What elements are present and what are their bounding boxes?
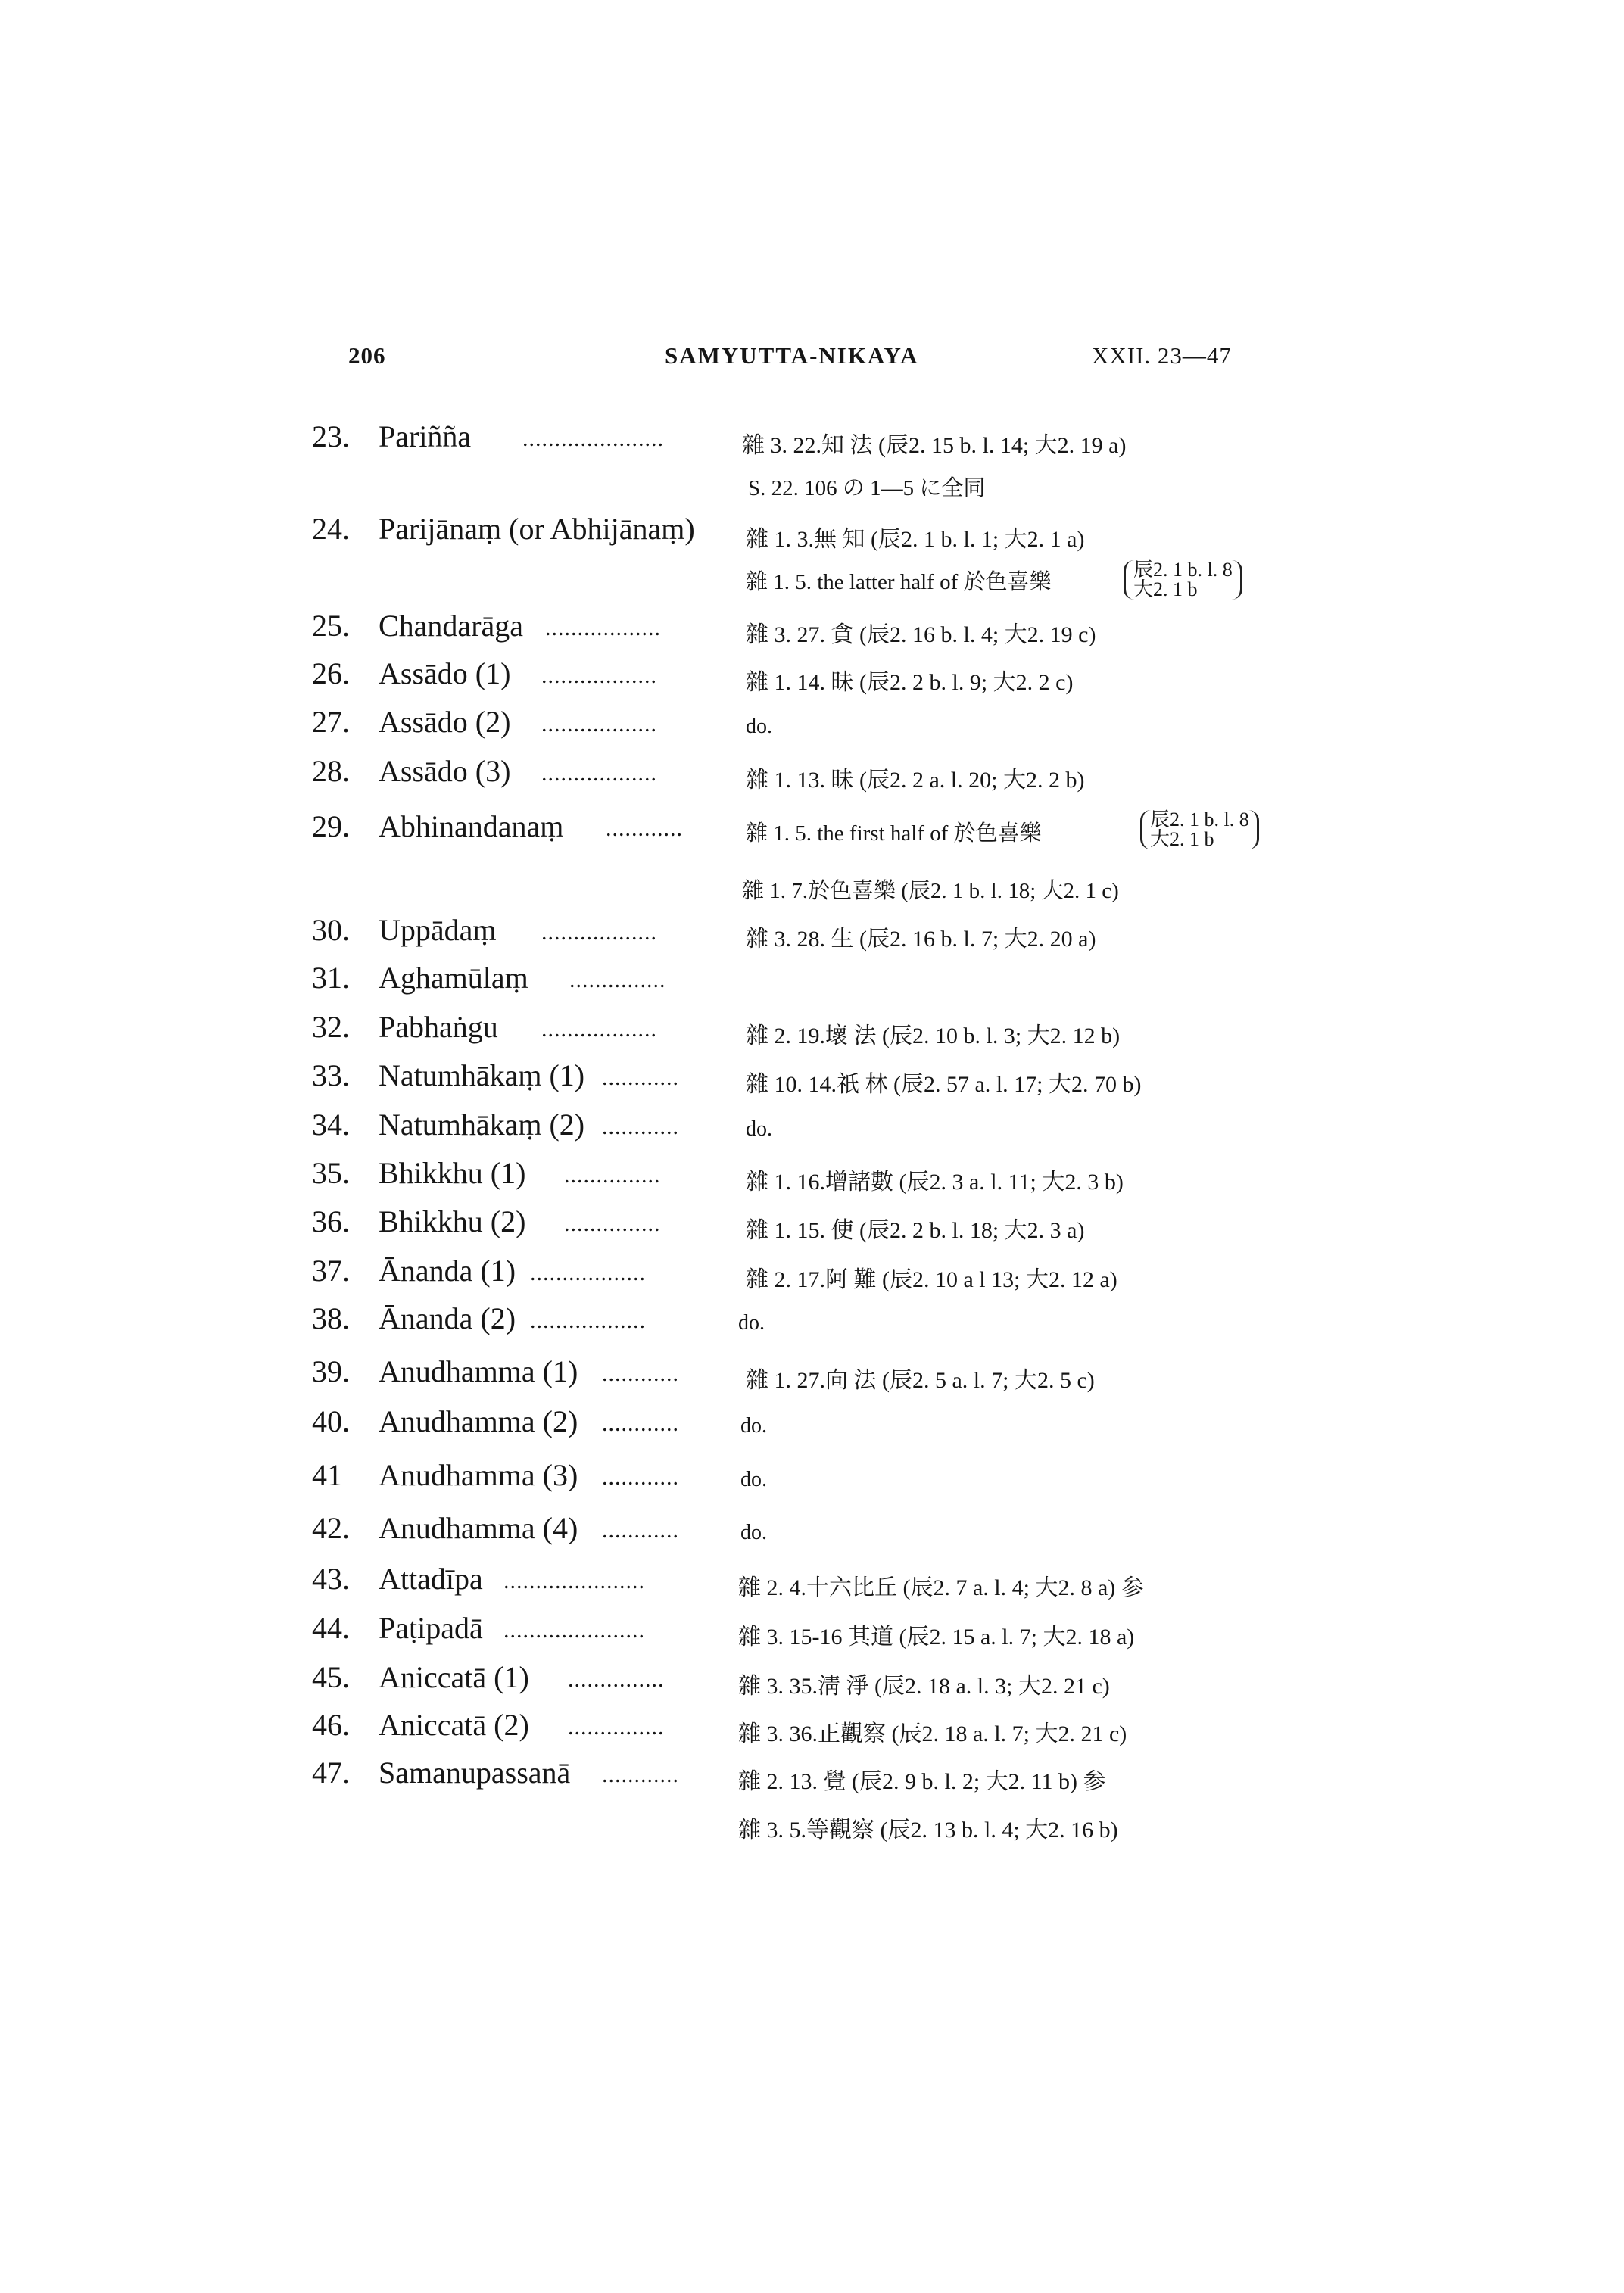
entry-36: [0, 1204, 1624, 1252]
ditto-mark: do.: [740, 1468, 767, 1491]
entry-number: 23.: [312, 419, 350, 453]
leader-dots: ..................: [541, 663, 657, 688]
entry-45: [0, 1659, 1624, 1708]
entry-title: Anudhamma (1): [379, 1354, 578, 1388]
entry-reference: 雜 3. 15-16 其道 (辰2. 15 a. l. 7; 大2. 18 a): [738, 1625, 1135, 1650]
entry-title: Bhikkhu (1): [379, 1156, 526, 1190]
entry-reference: 雜 2. 19.壞 法 (辰2. 10 b. l. 3; 大2. 12 b): [746, 1023, 1121, 1048]
entry-reference: 雜 1. 14. 昧 (辰2. 2 b. l. 9; 大2. 2 c): [746, 670, 1074, 695]
entry-number: 43.: [312, 1562, 350, 1596]
entry-title: Parijānaṃ (or Abhijānaṃ): [379, 512, 695, 546]
entry-title: Natumhākaṃ (2): [379, 1108, 585, 1142]
entry-title: Uppādaṃ: [379, 913, 497, 947]
entry-title: Anudhamma (3): [379, 1458, 578, 1492]
page-number: 206: [348, 342, 386, 369]
leader-dots: ......................: [503, 1569, 645, 1594]
entry-title: Aghamūlaṃ: [379, 961, 528, 995]
leader-dots: ............: [602, 1762, 679, 1787]
entry-reference: 雜 10. 14.祇 林 (辰2. 57 a. l. 17; 大2. 70 b): [746, 1072, 1142, 1097]
entry-title: Aniccatā (1): [379, 1660, 529, 1694]
entry-reference: 雜 3. 22.知 法 (辰2. 15 b. l. 14; 大2. 19 a): [742, 433, 1127, 458]
entry-number: 47.: [312, 1756, 350, 1790]
entry-title: Chandarāga: [379, 609, 524, 643]
leader-dots: ............: [602, 1114, 679, 1139]
entry-title: Pariñña: [379, 419, 472, 453]
entry-number: 33.: [312, 1058, 350, 1092]
entry-reference: 雜 1. 13. 昧 (辰2. 2 a. l. 20; 大2. 2 b): [746, 768, 1085, 793]
entry-title: Assādo (2): [379, 705, 511, 739]
entry-reference: 雜 1. 15. 使 (辰2. 2 b. l. 18; 大2. 3 a): [746, 1218, 1085, 1243]
entry-number: 44.: [312, 1611, 350, 1645]
entry-number: 30.: [312, 913, 350, 947]
entry-31: [0, 960, 1624, 1008]
entry-42: [0, 1510, 1624, 1559]
entry-23: [0, 419, 1624, 467]
entry-number: 45.: [312, 1660, 350, 1694]
ditto-mark: do.: [738, 1311, 765, 1335]
leader-dots: ............: [602, 1465, 679, 1490]
entry-number: 32.: [312, 1010, 350, 1044]
entry-number: 34.: [312, 1108, 350, 1142]
leader-dots: ...............: [569, 967, 666, 992]
entry-reference: 雜 2. 17.阿 難 (辰2. 10 a l 13; 大2. 12 a): [746, 1267, 1117, 1292]
entry-reference: 雜 3. 27. 貪 (辰2. 16 b. l. 4; 大2. 19 c): [746, 622, 1096, 647]
entry-43: [0, 1561, 1624, 1609]
leader-dots: ..................: [541, 761, 657, 786]
leader-dots: ..................: [541, 712, 657, 737]
entry-title: Anudhamma (2): [379, 1404, 578, 1438]
leader-dots: ...............: [564, 1211, 661, 1236]
entry-47: [0, 1755, 1624, 1803]
leader-dots: ..................: [530, 1308, 646, 1333]
entry-title: Anudhamma (4): [379, 1511, 578, 1545]
entry-number: 42.: [312, 1511, 350, 1545]
entry-reference: 雜 3. 35.淸 淨 (辰2. 18 a. l. 3; 大2. 21 c): [738, 1674, 1110, 1699]
entry-continuation: [0, 1809, 1624, 1858]
entry-number: 37.: [312, 1254, 350, 1288]
entry-reference: 雜 3. 36.正觀察 (辰2. 18 a. l. 7; 大2. 21 c): [738, 1721, 1127, 1746]
entry-number: 46.: [312, 1708, 350, 1742]
leader-dots: ......................: [503, 1618, 645, 1643]
entry-41: [0, 1457, 1624, 1506]
entry-title: Abhinandanaṃ: [379, 809, 564, 843]
entry-33: [0, 1058, 1624, 1106]
entry-number: 26.: [312, 656, 350, 690]
entry-title: Natumhākaṃ (1): [379, 1058, 585, 1092]
leader-dots: ...............: [568, 1715, 665, 1740]
entry-reference: 雜 2. 13. 覺 (辰2. 9 b. l. 2; 大2. 11 b) 参: [738, 1769, 1106, 1794]
entry-number: 24.: [312, 512, 350, 546]
entry-32: [0, 1009, 1624, 1058]
leader-dots: ...............: [564, 1163, 661, 1188]
entry-continuation: [0, 560, 1624, 609]
entry-title: Paṭipadā: [379, 1611, 483, 1645]
entry-title: Pabhaṅgu: [379, 1010, 498, 1044]
entry-reference: 雜 3. 5.等觀察 (辰2. 13 b. l. 4; 大2. 16 b): [738, 1818, 1118, 1843]
entry-number: 39.: [312, 1354, 350, 1388]
volume-brace: 辰2. 1 b. l. 8 大2. 1 b: [1140, 810, 1259, 849]
ditto-mark: do.: [740, 1521, 767, 1544]
entry-37: [0, 1253, 1624, 1301]
leader-dots: ............: [606, 816, 683, 841]
entry-29: [0, 808, 1624, 857]
entry-39: [0, 1354, 1624, 1402]
entry-40: [0, 1404, 1624, 1452]
entry-25: [0, 608, 1624, 656]
section-range: XXII. 23—47: [1092, 342, 1232, 369]
entry-reference: S. 22. 106 の 1—5 に全同: [748, 476, 986, 500]
entry-reference: 雜 1. 5. the first half of 於色喜樂: [746, 821, 1042, 846]
entry-38: [0, 1301, 1624, 1349]
entry-title: Bhikkhu (2): [379, 1204, 526, 1238]
entry-number: 25.: [312, 609, 350, 643]
entry-27: [0, 704, 1624, 752]
entry-title: Aniccatā (2): [379, 1708, 529, 1742]
ditto-mark: do.: [740, 1414, 767, 1438]
leader-dots: ............: [602, 1518, 679, 1543]
entry-26: [0, 656, 1624, 704]
entry-28: [0, 753, 1624, 802]
leader-dots: ...............: [568, 1667, 665, 1692]
leader-dots: ............: [602, 1361, 679, 1386]
leader-dots: ......................: [522, 426, 664, 451]
entry-35: [0, 1155, 1624, 1204]
entry-number: 40.: [312, 1404, 350, 1438]
entry-reference: 雜 3. 28. 生 (辰2. 16 b. l. 7; 大2. 20 a): [746, 927, 1096, 952]
entry-number: 36.: [312, 1204, 350, 1238]
leader-dots: ............: [602, 1065, 679, 1090]
entry-44: [0, 1610, 1624, 1659]
entry-title: Ānanda (1): [379, 1254, 516, 1288]
entry-title: Assādo (3): [379, 754, 511, 788]
entry-number: 35.: [312, 1156, 350, 1190]
entry-number: 38.: [312, 1301, 350, 1335]
leader-dots: ............: [602, 1411, 679, 1436]
entry-title: Attadīpa: [379, 1562, 483, 1596]
entry-title: Assādo (1): [379, 656, 511, 690]
entry-number: 29.: [312, 809, 350, 843]
entry-reference: 雜 1. 16.增諸數 (辰2. 3 a. l. 11; 大2. 3 b): [746, 1170, 1124, 1195]
entry-number: 41: [312, 1458, 342, 1492]
entry-title: Samanupassanā: [379, 1756, 571, 1790]
entry-title: Ānanda (2): [379, 1301, 516, 1335]
entry-46: [0, 1707, 1624, 1756]
entry-reference: 雜 1. 7.於色喜樂 (辰2. 1 b. l. 18; 大2. 1 c): [742, 879, 1119, 903]
leader-dots: ..................: [545, 615, 661, 640]
entry-reference: 雜 2. 4.十六比丘 (辰2. 7 a. l. 4; 大2. 8 a) 参: [738, 1575, 1144, 1600]
entry-reference: 雜 1. 3.無 知 (辰2. 1 b. l. 1; 大2. 1 a): [746, 527, 1085, 552]
ditto-mark: do.: [746, 715, 772, 738]
leader-dots: ..................: [530, 1260, 646, 1285]
entry-24: [0, 511, 1624, 559]
entry-number: 27.: [312, 705, 350, 739]
entry-reference: 雜 1. 27.向 法 (辰2. 5 a. l. 7; 大2. 5 c): [746, 1368, 1095, 1393]
entry-30: [0, 912, 1624, 961]
volume-brace: 辰2. 1 b. l. 8 大2. 1 b: [1124, 560, 1242, 600]
entry-34: [0, 1107, 1624, 1155]
running-title: SAMYUTTA-NIKAYA: [665, 342, 919, 369]
entry-reference: 雜 1. 5. the latter half of 於色喜樂: [746, 570, 1052, 594]
leader-dots: ..................: [541, 920, 657, 945]
entry-number: 28.: [312, 754, 350, 788]
leader-dots: ..................: [541, 1017, 657, 1042]
entry-number: 31.: [312, 961, 350, 995]
ditto-mark: do.: [746, 1117, 772, 1141]
